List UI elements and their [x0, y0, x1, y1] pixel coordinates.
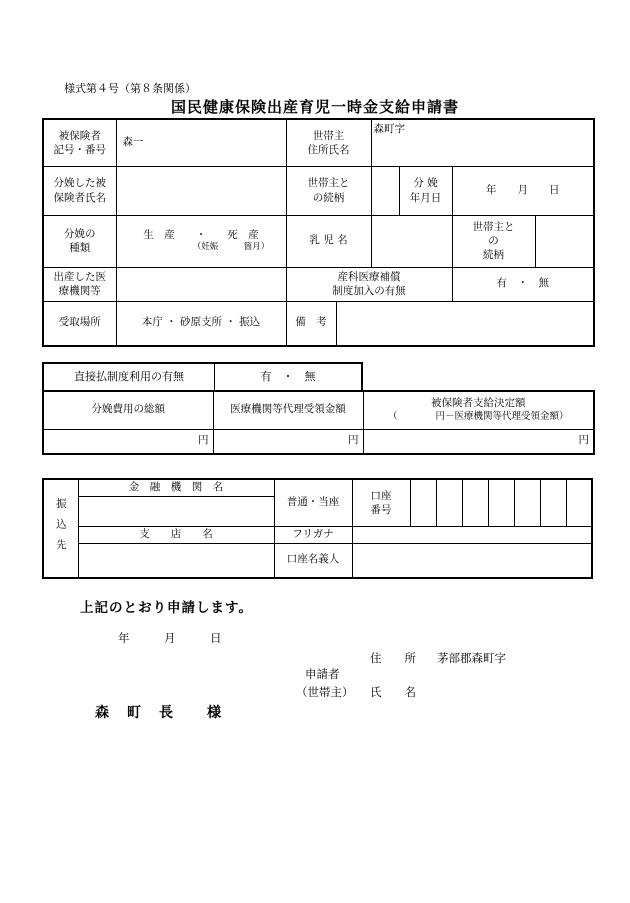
transfer-destination-label: 振込先: [43, 479, 78, 578]
insured-number-label: 被保険者 記号・番号: [43, 119, 116, 166]
infant-relation-field[interactable]: [535, 215, 594, 267]
agent-received-field[interactable]: 円: [213, 429, 363, 454]
household-head-field[interactable]: 森町字: [371, 119, 594, 166]
account-digit-5[interactable]: [514, 479, 540, 526]
account-type-field[interactable]: 普通・当座: [274, 479, 352, 526]
total-cost-label: 分娩費用の総額: [43, 391, 213, 429]
name-label: 氏 名: [370, 685, 416, 699]
branch-name-label: 支 店 名: [78, 526, 274, 543]
direct-payment-row: [42, 362, 363, 391]
page-title: 国民健康保険出産育児一時金支給申請書: [170, 98, 459, 116]
agent-received-label: 医療機関等代理受領金額: [213, 391, 363, 429]
insured-number-field[interactable]: 森一: [116, 119, 286, 166]
application-date-field[interactable]: 年 月 日: [118, 631, 222, 645]
infant-name-field[interactable]: [371, 215, 452, 267]
delivered-insured-name-field[interactable]: [116, 166, 286, 215]
compensation-field[interactable]: 有 ・ 無: [452, 267, 594, 301]
infant-name-label: 乳 児 名: [286, 215, 371, 267]
address-field[interactable]: 茅部郡森町字: [437, 651, 506, 665]
payment-amounts-table: [42, 390, 595, 455]
delivered-insured-name-label: 分娩した被 保険者氏名: [43, 166, 116, 215]
account-digit-6[interactable]: [540, 479, 566, 526]
decided-amount-label: 被保険者支給決定額 （ 円－医療機関等代理受領金額）: [363, 391, 594, 429]
household-head-label: 世帯主 住所氏名: [286, 119, 371, 166]
furigana-label: フリガナ: [274, 526, 352, 543]
address-label: 住 所: [370, 651, 416, 665]
bank-name-label: 金 融 機 関 名: [78, 479, 274, 496]
account-digit-7[interactable]: [566, 479, 592, 526]
furigana-field[interactable]: [352, 526, 592, 543]
account-digit-1[interactable]: [410, 479, 436, 526]
account-holder-label: 口座名義人: [274, 543, 352, 578]
applicant-info-table: [42, 118, 595, 347]
birth-date-field[interactable]: 年 月 日: [452, 166, 594, 215]
decided-amount-field[interactable]: 円: [363, 429, 594, 454]
infant-relation-label: 世帯主と の 続柄: [452, 215, 535, 267]
addressee: 森 町 長 様: [95, 705, 223, 721]
account-digit-3[interactable]: [462, 479, 488, 526]
decided-amount-formula: （ 円－医療機関等代理受領金額）: [387, 410, 569, 422]
compensation-label: 産科医療補償 制度加入の有無: [286, 267, 452, 301]
relation-field[interactable]: [371, 166, 399, 215]
delivery-kind-options[interactable]: 生 産 ・ 死 産: [143, 228, 259, 241]
relation-label: 世帯主と の続柄: [286, 166, 371, 215]
direct-payment-field[interactable]: 有 ・ 無: [260, 370, 316, 384]
application-statement: 上記のとおり申請します。: [80, 600, 253, 616]
receipt-place-field[interactable]: 本庁 ・ 砂原支所 ・ 振込: [116, 301, 286, 346]
delivery-kind-field[interactable]: [116, 215, 286, 267]
direct-payment-label: 直接払制度利用の有無: [44, 364, 215, 391]
pregnancy-months-note: （妊娠 箇月）: [192, 242, 270, 253]
remarks-label: 備 考: [286, 301, 336, 346]
account-digit-4[interactable]: [488, 479, 514, 526]
institution-field[interactable]: [116, 267, 286, 301]
remarks-field[interactable]: [336, 301, 594, 346]
household-head-note: （世帯主）: [296, 685, 354, 699]
total-cost-field[interactable]: 円: [43, 429, 213, 454]
form-number: 様式第４号（第８条関係）: [64, 82, 196, 95]
birth-date-label: 分 娩 年月日: [399, 166, 452, 215]
bank-name-field[interactable]: [78, 496, 274, 526]
account-number-label: 口座 番号: [352, 479, 410, 526]
delivery-kind-label: 分娩の 種類: [43, 215, 116, 267]
account-digit-2[interactable]: [436, 479, 462, 526]
institution-label: 出産した医 療機関等: [43, 267, 116, 301]
bank-transfer-table: [42, 478, 593, 579]
receipt-place-label: 受取場所: [43, 301, 116, 346]
branch-name-field[interactable]: [78, 543, 274, 578]
account-holder-field[interactable]: [352, 543, 592, 578]
applicant-label: 申請者: [305, 667, 340, 681]
